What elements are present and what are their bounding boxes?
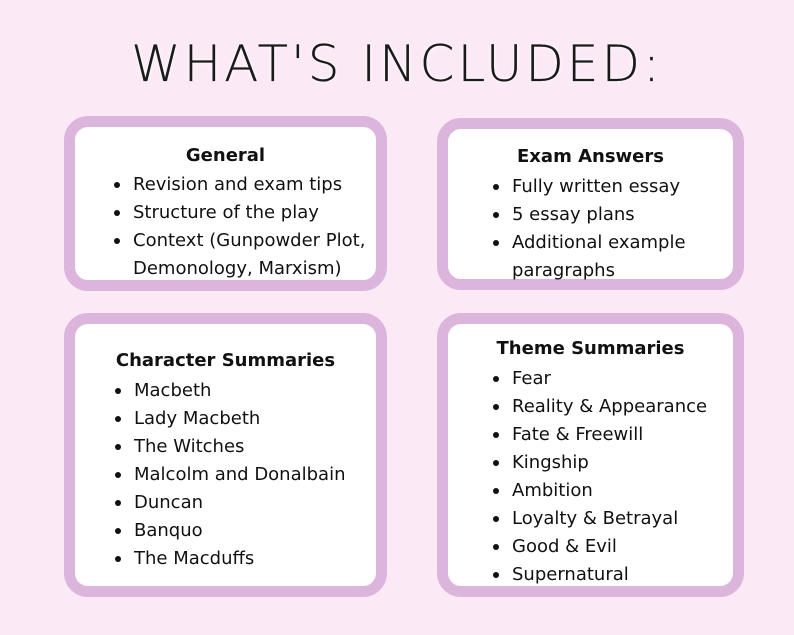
list-item-text: Context (Gunpowder Plot, (133, 230, 366, 251)
list-item: Supernatural (490, 561, 733, 589)
list-item: Macbeth (112, 377, 376, 405)
list-item: Fate & Freewill (490, 421, 733, 449)
list-item: The Witches (112, 433, 376, 461)
theme-summaries-heading: Theme Summaries (496, 338, 685, 359)
list-item (111, 227, 376, 283)
theme-summaries-list (490, 365, 733, 589)
general-heading: General (185, 145, 266, 166)
theme-summaries-card (437, 313, 744, 597)
list-item-text: Structure of the play (133, 202, 319, 223)
list-item: Malcolm and Donalbain (112, 461, 376, 489)
exam-answers-heading: Exam Answers (517, 146, 664, 167)
list-item (111, 199, 376, 227)
page-title: WHAT'S INCLUDED: (131, 35, 663, 93)
list-item: Good & Evil (490, 533, 733, 561)
list-item-text-continued: Demonology, Marxism) (133, 258, 342, 279)
exam-answers-card (437, 118, 744, 290)
list-item (490, 173, 733, 201)
list-item-text: Revision and exam tips (133, 174, 343, 195)
general-list (111, 171, 376, 283)
list-item: Fear (490, 365, 733, 393)
list-item: Duncan (112, 489, 376, 517)
list-item: Lady Macbeth (112, 405, 376, 433)
list-item: Banquo (112, 517, 376, 545)
character-summaries-list (112, 377, 376, 573)
list-item-text: Fully written essay (512, 176, 681, 197)
list-item: Ambition (490, 477, 733, 505)
list-item: Loyalty & Betrayal (490, 505, 733, 533)
list-item-text: 5 essay plans (512, 204, 635, 225)
exam-answers-list (490, 173, 733, 285)
general-card (64, 116, 387, 291)
list-item (111, 171, 376, 199)
character-summaries-heading: Character Summaries (115, 350, 336, 371)
list-item (490, 201, 733, 229)
list-item: Kingship (490, 449, 733, 477)
list-item-text-continued: paragraphs (512, 260, 615, 281)
list-item (490, 229, 733, 285)
list-item: Reality & Appearance (490, 393, 733, 421)
list-item: The Macduffs (112, 545, 376, 573)
list-item-text: Additional example (512, 232, 686, 253)
character-summaries-card (64, 313, 387, 597)
